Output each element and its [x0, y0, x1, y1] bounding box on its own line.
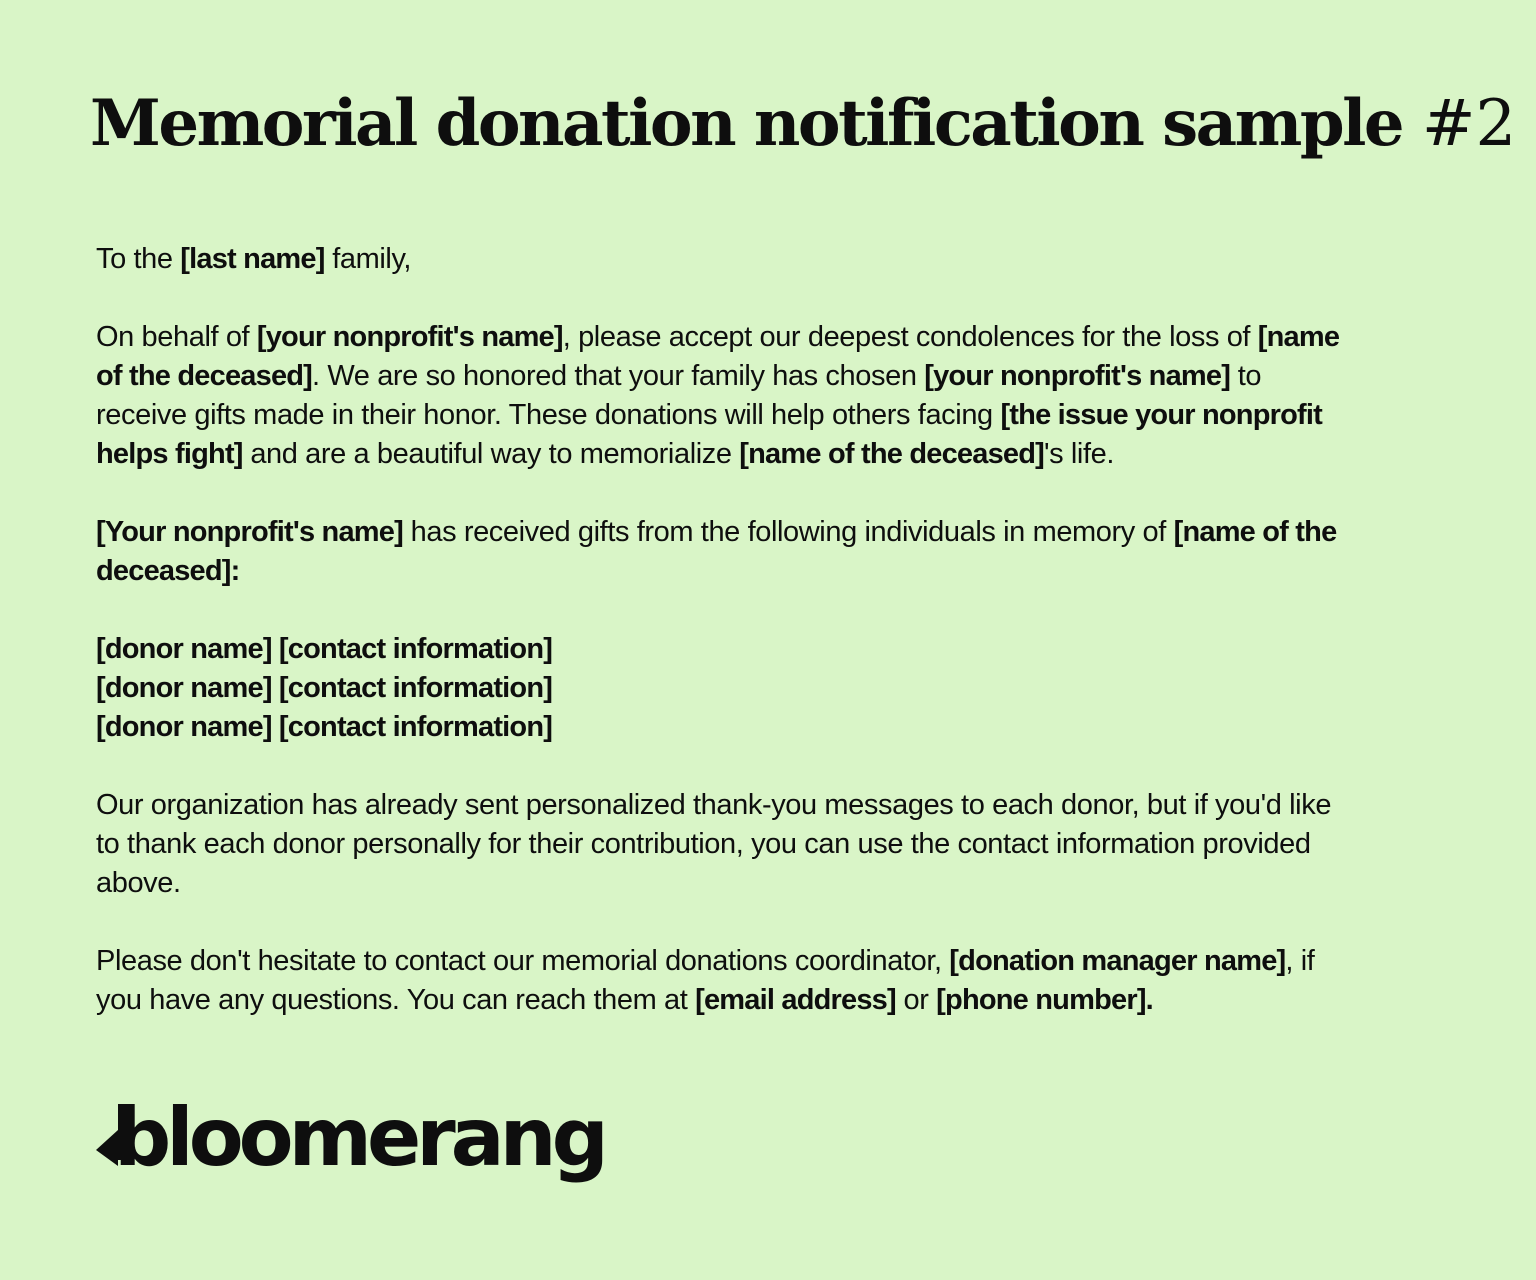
paragraph-text: or — [895, 984, 937, 1016]
paragraph-text: , please accept our deepest condolences for the loss of — [562, 321, 1258, 353]
paragraph-text: 's life. — [1044, 438, 1115, 470]
logo-wordmark: bloomerang — [114, 1091, 604, 1184]
donor-line: [donor name] [contact information] — [96, 672, 553, 704]
placeholder-nonprofit-name: [your nonprofit's name] — [256, 321, 563, 353]
paragraph-condolences — [96, 318, 1358, 474]
placeholder-deceased-name: [name of the deceased] — [739, 438, 1044, 470]
placeholder-nonprofit-name: [Your nonprofit's name] — [96, 516, 403, 548]
donor-line: [donor name] [contact information] — [96, 711, 553, 743]
paragraph-text: On behalf of — [96, 321, 257, 353]
title-main: Memorial donation notification sample — [90, 86, 1403, 161]
placeholder-deceased-name: [name of the deceased] — [96, 321, 1340, 392]
title-number: #2 — [1421, 87, 1517, 161]
paragraph-contact — [96, 942, 1358, 1020]
greeting-text: family, — [324, 243, 412, 275]
donor-line: [donor name] [contact information] — [96, 633, 553, 665]
placeholder-deceased-name: [name of the deceased]: — [96, 516, 1337, 587]
letter-body — [96, 240, 1358, 1020]
paragraph-text: and are a beautiful way to memorialize — [242, 438, 740, 470]
placeholder-manager-name: [donation manager name] — [949, 945, 1286, 977]
paragraph-text: . We are so honored that your family has chosen — [312, 360, 925, 392]
paragraph-thank-you: Our organization has already sent personalized thank-you messages to each donor, but if you'd like to thank each donor personally for their contribution, you can use the contact information provided above. — [96, 789, 1332, 899]
page-title — [90, 82, 1517, 166]
placeholder-nonprofit-name: [your nonprofit's name] — [924, 360, 1231, 392]
placeholder-email: [email address] — [695, 984, 896, 1016]
paragraph-text: has received gifts from the following individuals in memory of — [402, 516, 1174, 548]
placeholder-phone: [phone number]. — [936, 984, 1153, 1016]
donor-list — [96, 630, 1358, 747]
paragraph-text: , if you have any questions. You can reach them at — [96, 945, 1315, 1016]
bloomerang-logo — [96, 1091, 604, 1198]
paragraph-gifts-received — [96, 513, 1358, 591]
placeholder-last-name: [last name] — [180, 243, 325, 275]
placeholder-issue: [the issue your nonprofit helps fight] — [96, 399, 1323, 470]
greeting — [96, 240, 1358, 279]
paragraph-text: Please don't hesitate to contact our memorial donations coordinator, — [96, 945, 950, 977]
greeting-text: To the — [96, 243, 181, 275]
paragraph-text: to receive gifts made in their honor. These donations will help others facing — [96, 360, 1262, 431]
